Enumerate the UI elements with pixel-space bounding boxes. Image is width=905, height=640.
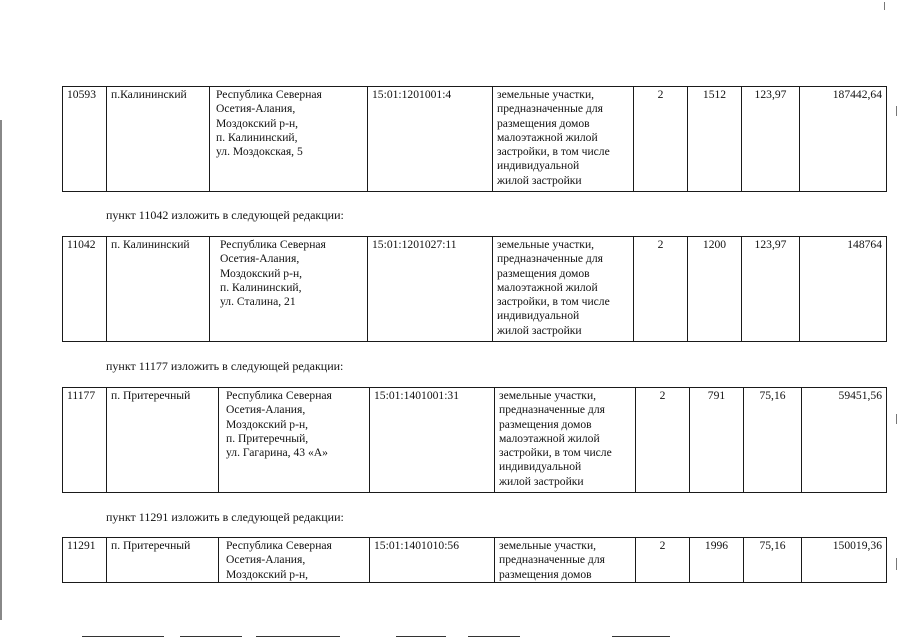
rate: 123,97 — [742, 87, 800, 192]
locality: п.Калининский — [107, 87, 210, 192]
rate: 123,97 — [742, 237, 800, 342]
purpose-line: земельные участки, — [497, 238, 595, 251]
cadastral-number: 15:01:1401010:56 — [370, 538, 495, 583]
group-number: 2 — [636, 388, 690, 493]
group-number: 2 — [634, 87, 688, 192]
address-line: ул. Гагарина, 43 «А» — [226, 446, 328, 460]
cadastral-number: 15:01:1201027:11 — [368, 237, 493, 342]
footer-line — [612, 636, 670, 637]
purpose-line: земельные участки, — [499, 389, 597, 402]
footer-line — [396, 636, 446, 637]
record-table-11291 — [62, 537, 887, 583]
purpose-line: индивидуальной — [497, 159, 580, 173]
record-table-11177 — [62, 387, 887, 493]
address-line: Республика Северная — [226, 539, 332, 552]
address — [219, 538, 370, 583]
purpose-line: малоэтажной жилой — [499, 431, 600, 445]
area: 1200 — [688, 237, 742, 342]
purpose-line: размещения домов — [499, 567, 592, 581]
purpose-line: предназначенные для — [497, 102, 603, 116]
address-line: п. Притеречный, — [226, 431, 309, 445]
address — [210, 237, 368, 342]
purpose-line: застройки, в том числе — [497, 145, 610, 159]
address-line: Моздокский р-н, — [216, 116, 299, 130]
group-number: 2 — [636, 538, 690, 583]
address — [210, 87, 368, 192]
purpose-line: индивидуальной — [497, 309, 580, 323]
footer-line — [468, 636, 520, 637]
address-line: Моздокский р-н, — [226, 567, 309, 581]
purpose-line: застройки, в том числе — [499, 446, 612, 460]
purpose-line: жилой застройки — [497, 323, 582, 337]
record-id: 11291 — [63, 538, 107, 583]
address-line: Республика Северная — [220, 238, 326, 251]
locality: п. Притеречный — [107, 538, 219, 583]
group-number: 2 — [634, 237, 688, 342]
scan-mark — [896, 558, 897, 570]
land-purpose — [493, 87, 634, 192]
area: 1996 — [690, 538, 744, 583]
purpose-line: индивидуальной — [499, 460, 582, 474]
land-purpose — [495, 388, 636, 493]
record-table-11042 — [62, 236, 887, 342]
cadastral-number: 15:01:1401001:31 — [370, 388, 495, 493]
scan-mark — [896, 106, 897, 116]
scan-mark — [896, 414, 897, 424]
purpose-line: размещения домов — [497, 266, 590, 280]
address-line: Осетия-Алания, — [226, 553, 306, 567]
address-line: Осетия-Алания, — [216, 102, 296, 116]
purpose-line: предназначенные для — [499, 403, 605, 417]
address-line: Моздокский р-н, — [220, 266, 303, 280]
table-row — [63, 538, 887, 583]
purpose-line: малоэтажной жилой — [497, 130, 598, 144]
locality: п. Притеречный — [107, 388, 219, 493]
purpose-line: предназначенные для — [497, 252, 603, 266]
footer-line — [256, 636, 340, 637]
address-line: ул. Сталина, 21 — [220, 295, 296, 309]
land-purpose — [493, 237, 634, 342]
record-id: 11177 — [63, 388, 107, 493]
purpose-line: малоэтажной жилой — [497, 280, 598, 294]
address — [219, 388, 370, 493]
amendment-paragraph: пункт 11177 изложить в следующей редакции: — [106, 359, 344, 373]
table-row — [63, 87, 887, 192]
address-line: п. Калининский, — [216, 130, 298, 144]
address-line: п. Калининский, — [220, 280, 302, 294]
area: 791 — [690, 388, 744, 493]
purpose-line: предназначенные для — [499, 553, 605, 567]
address-line: Моздокский р-н, — [226, 417, 309, 431]
table-row — [63, 237, 887, 342]
amendment-paragraph: пункт 11291 изложить в следующей редакции: — [106, 510, 344, 524]
cadastral-value: 148764 — [800, 237, 887, 342]
purpose-line: жилой застройки — [499, 474, 584, 488]
footer-line — [180, 636, 242, 637]
record-id: 11042 — [63, 237, 107, 342]
cadastral-value: 150019,36 — [802, 538, 887, 583]
purpose-line: земельные участки, — [499, 539, 597, 552]
record-id: 10593 — [63, 87, 107, 192]
amendment-paragraph: пункт 11042 изложить в следующей редакции: — [106, 208, 344, 222]
cadastral-value: 187442,64 — [800, 87, 887, 192]
address-line: Осетия-Алания, — [220, 252, 300, 266]
footer-line — [82, 636, 164, 637]
record-table-10593 — [62, 86, 887, 192]
purpose-line: размещения домов — [499, 417, 592, 431]
cadastral-number: 15:01:1201001:4 — [368, 87, 493, 192]
scan-mark — [884, 2, 885, 10]
purpose-line: размещения домов — [497, 116, 590, 130]
table-row — [63, 388, 887, 493]
land-purpose — [495, 538, 636, 583]
purpose-line: жилой застройки — [497, 173, 582, 187]
address-line: Республика Северная — [226, 389, 332, 402]
address-line: Республика Северная — [216, 88, 322, 101]
address-line: ул. Моздокская, 5 — [216, 145, 303, 159]
scan-edge-left — [0, 120, 2, 620]
cadastral-value: 59451,56 — [802, 388, 887, 493]
rate: 75,16 — [744, 538, 802, 583]
purpose-line: застройки, в том числе — [497, 295, 610, 309]
address-line: Осетия-Алания, — [226, 403, 306, 417]
purpose-line: земельные участки, — [497, 88, 595, 101]
area: 1512 — [688, 87, 742, 192]
rate: 75,16 — [744, 388, 802, 493]
locality: п. Калининский — [107, 237, 210, 342]
